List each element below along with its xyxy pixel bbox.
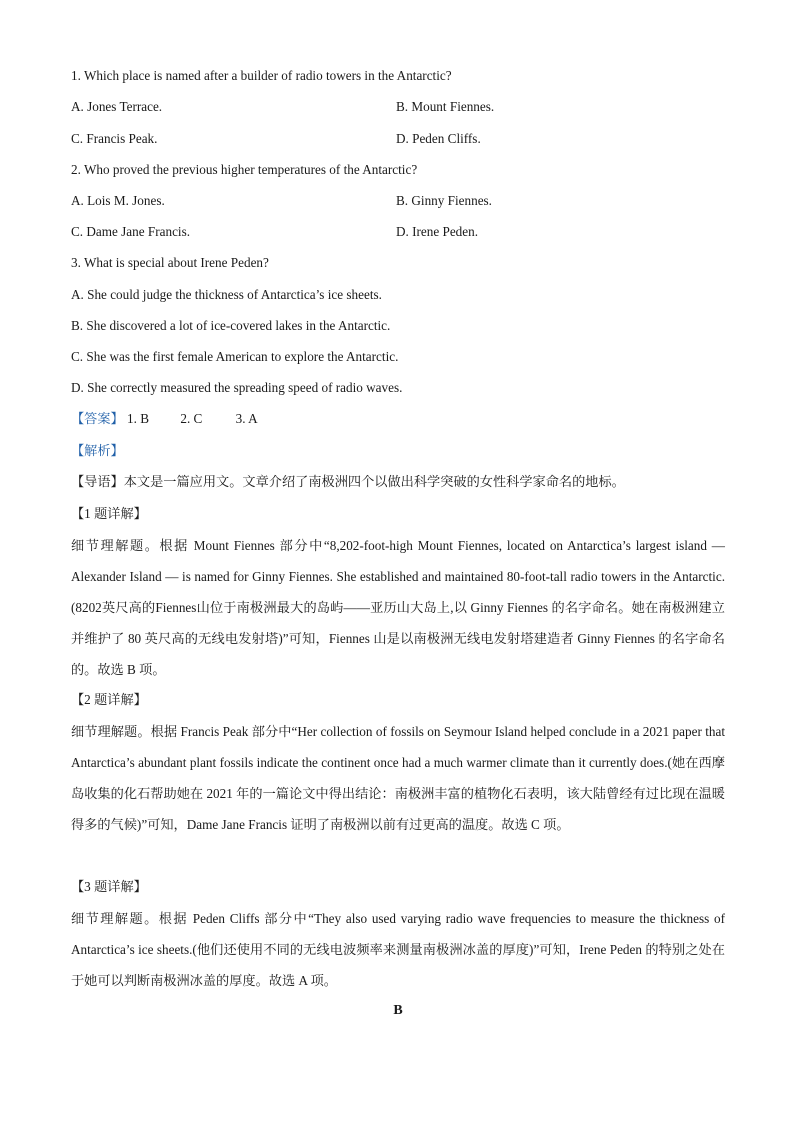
analysis-label: 【解析】 bbox=[71, 443, 124, 458]
detail-1-label: 【1 题详解】 bbox=[71, 506, 147, 521]
detail-2-text: 细节理解题。根据 Francis Peak 部分中“Her collection of fossils on Seymour Island helped conclude in a 2021 paper that Antarctica’s abundant plant fossils indicate the continent once had a much warmer climate than it currently does.(她在西摩岛收集的化石帮助她在 2021 年的一篇论文中得出结论：南极洲丰富的植物化石表明，该大陆曾经有过比现在温暖得多的气候)”可知，Dame Jane Francis 证明了南极洲以前有过更高的温度。故选 C 项。 bbox=[71, 724, 725, 832]
intro-label: 【导语】 bbox=[71, 474, 124, 489]
detail-1-text: 细节理解题。根据 Mount Fiennes 部分中“8,202-foot-high Mount Fiennes, located on Antarctica’s largest island — Alexander Island — is named for Ginny Fiennes. She established and maintained 80-foot-tall radio towers in the Antarctic. (8202英尺高的Fiennes山位于南极洲最大的岛屿——亚历山大岛上,以 Ginny Fiennes 的名字命名。她在南极洲建立并维护了 80 英尺高的无线电发射塔)”可知，Fiennes 山是以南极洲无线电发射塔建造者 Ginny Fiennes 的名字命名的。故选 B 项。 bbox=[71, 538, 725, 677]
detail-3-label: 【3 题详解】 bbox=[71, 879, 147, 894]
question-3-stem: 3. What is special about Irene Peden? bbox=[71, 255, 269, 270]
question-1-option-a: A. Jones Terrace. bbox=[71, 99, 163, 114]
answer-item-1: 1. B bbox=[127, 411, 150, 426]
answer-label: 【答案】 bbox=[71, 411, 124, 426]
question-1-option-d: D. Peden Cliffs. bbox=[396, 131, 481, 146]
answer-line bbox=[71, 409, 258, 429]
answer-item-3: 3. A bbox=[235, 411, 258, 426]
question-2-option-d: D. Irene Peden. bbox=[396, 224, 479, 239]
question-2-option-c: C. Dame Jane Francis. bbox=[71, 224, 191, 239]
question-2-stem: 2. Who proved the previous higher temperatures of the Antarctic? bbox=[71, 162, 418, 177]
intro-text: 本文是一篇应用文。文章介绍了南极洲四个以做出科学突破的女性科学家命名的地标。 bbox=[123, 474, 625, 489]
question-1-option-b: B. Mount Fiennes. bbox=[396, 99, 495, 114]
question-1-stem: 1. Which place is named after a builder of radio towers in the Antarctic? bbox=[71, 68, 452, 83]
question-3-option-d: D. She correctly measured the spreading speed of radio waves. bbox=[71, 380, 403, 395]
answer-item-2: 2. C bbox=[180, 411, 203, 426]
question-2-option-a: A. Lois M. Jones. bbox=[71, 193, 165, 208]
question-3-option-a: A. She could judge the thickness of Antarctica’s ice sheets. bbox=[71, 287, 382, 302]
question-2-option-b: B. Ginny Fiennes. bbox=[396, 193, 492, 208]
question-3-option-c: C. She was the first female American to explore the Antarctic. bbox=[71, 349, 399, 364]
section-marker: B bbox=[393, 1003, 403, 1018]
detail-3-text: 细节理解题。根据 Peden Cliffs 部分中“They also used varying radio wave frequencies to measure the thickness of Antarctica’s ice sheets.(他们还使用不同的无线电波频率来测量南极洲冰盖的厚度)”可知，Irene Peden 的特别之处在于她可以判断南极洲冰盖的厚度。故选 A 项。 bbox=[71, 911, 725, 988]
detail-2-label: 【2 题详解】 bbox=[71, 692, 147, 707]
intro-line bbox=[71, 472, 625, 492]
question-3-option-b: B. She discovered a lot of ice-covered lakes in the Antarctic. bbox=[71, 318, 391, 333]
question-1-option-c: C. Francis Peak. bbox=[71, 131, 158, 146]
